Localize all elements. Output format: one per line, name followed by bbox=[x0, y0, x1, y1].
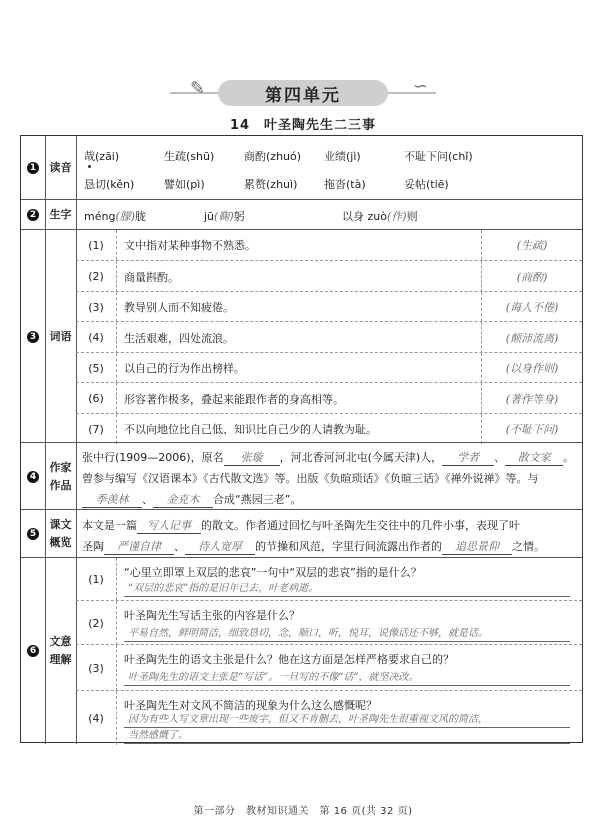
section-label: 作品 bbox=[49, 478, 72, 492]
runner-icon: ✎ bbox=[190, 78, 206, 99]
vocab-row: (6) 形容著作极多，叠起来能跟作者的身高相等。 (著作等身) bbox=[76, 382, 582, 414]
pron-item: 恳切(kěn) bbox=[84, 178, 135, 191]
section-overview bbox=[21, 509, 582, 558]
section-label: 课文 bbox=[49, 518, 72, 531]
lesson-title: 14 叶圣陶先生二三事 bbox=[229, 118, 377, 133]
section-number: 6 bbox=[27, 645, 39, 657]
question-row: (2) 叶圣陶先生写话主张的内容是什么？ 平易自然，鲜明简洁，细致恳切，念，顺口，听，悦耳，说像话还不够，就是话。 bbox=[76, 600, 582, 645]
vocab-row: (5) 以自己的行为作出榜样。 (以身作则) bbox=[76, 352, 582, 383]
section-number: 4 bbox=[27, 471, 39, 483]
question-row: (1) “心里立即罩上双层的悲哀”一句中“双层的悲哀”指的是什么？ “双层的悲哀”指的是旧年已去，叶老病逝。 bbox=[76, 558, 582, 600]
section-label: 读音 bbox=[49, 160, 72, 174]
swirl-icon: ∽ bbox=[412, 76, 428, 97]
pron-item: 不耻下问(chǐ) bbox=[404, 150, 473, 163]
unit-banner bbox=[170, 78, 436, 108]
pron-item: 商酌(zhuó) bbox=[244, 150, 302, 163]
pron-item: 累赘(zhuì) bbox=[244, 178, 298, 191]
pron-item: 妥帖(tiē) bbox=[404, 178, 449, 191]
pron-item: 业绩(jì) bbox=[324, 150, 361, 163]
pron-item: 哉(zāi) bbox=[84, 150, 120, 163]
pron-item: 譬如(pì) bbox=[164, 178, 205, 191]
page-footer: 第一部分 教材知识通关 第 16 页(共 32 页) bbox=[193, 806, 413, 817]
section-label: 文意 bbox=[49, 635, 72, 648]
section-number: 3 bbox=[27, 331, 39, 343]
section-characters bbox=[21, 199, 582, 230]
section-author bbox=[21, 442, 582, 510]
vocab-row: (2) 商量斟酌。 (商酌) bbox=[76, 260, 582, 292]
vocab-row: (1) 文中指对某种事物不熟悉。 (生疏) bbox=[76, 230, 582, 260]
author-line-3: 季羡林 、 金克木 合成“燕园三老”。 bbox=[82, 491, 301, 508]
section-number: 1 bbox=[27, 162, 39, 174]
section-pronunciation bbox=[21, 136, 582, 199]
section-comprehension bbox=[21, 557, 582, 744]
section-label: 理解 bbox=[49, 653, 72, 666]
pron-item: 生疏(shū) bbox=[164, 150, 215, 163]
question-row: (3) 叶圣陶先生的语文主张是什么？他在这方面是怎样严格要求自己的？ 叶圣陶先生的语文主张是“写话”。一旦写的不像“话”，就坚决改。 bbox=[76, 644, 582, 691]
pron-item: 拖沓(tà) bbox=[324, 178, 366, 191]
char-item: jū(鞠)躬 bbox=[204, 210, 245, 223]
vocab-row: (3) 教导别人而不知疲倦。 (诲人不倦) bbox=[76, 291, 582, 322]
section-label: 概览 bbox=[49, 536, 72, 549]
char-item: 以身 zuò(作)则 bbox=[342, 210, 418, 223]
overview-line-2: 圣陶 严谨自律 、 待人宽厚 的节操和风范，字里行间流露出作者的 追思景仰 之情。 bbox=[82, 540, 545, 553]
section-vocabulary bbox=[21, 229, 582, 443]
char-item: méng(朦)胧 bbox=[84, 210, 147, 223]
overview-line-1: 本文是一篇 写人记事 的散文。作者通过回忆与叶圣陶先生交往中的几件小事，表现了叶 bbox=[82, 519, 520, 532]
section-label: 作家 bbox=[49, 460, 72, 474]
author-line-1: 张中行(1909—2006)，原名 张璇 ，河北香河河北屯(今属天津)人， 学者 、 散文家 。 bbox=[82, 451, 575, 464]
vocab-row: (4) 生活艰难，四处流浪。 (颠沛流离) bbox=[76, 321, 582, 353]
vocab-row: (7) 不以向地位比自己低、知识比自己少的人请教为耻。 (不耻下问) bbox=[76, 413, 582, 444]
question-row: (4) 叶圣陶先生对文风不简洁的现象为什么这么感慨呢？ 因为有些人写文章出现一些废字，但又不肯删去，叶圣陶先生很重视文风的简洁， 当然感慨了。 bbox=[76, 690, 582, 745]
section-number: 2 bbox=[27, 209, 39, 221]
section-label: 生字 bbox=[49, 208, 72, 221]
unit-title: 第四单元 bbox=[218, 80, 388, 106]
worksheet-table bbox=[20, 135, 583, 743]
section-number: 5 bbox=[27, 528, 39, 540]
section-label: 词语 bbox=[49, 329, 72, 343]
author-line-2: 曾参与编写《汉语课本》《古代散文选》等。出版《负暄琐话》《负暄三话》《禅外说禅》等。与 bbox=[82, 472, 539, 485]
